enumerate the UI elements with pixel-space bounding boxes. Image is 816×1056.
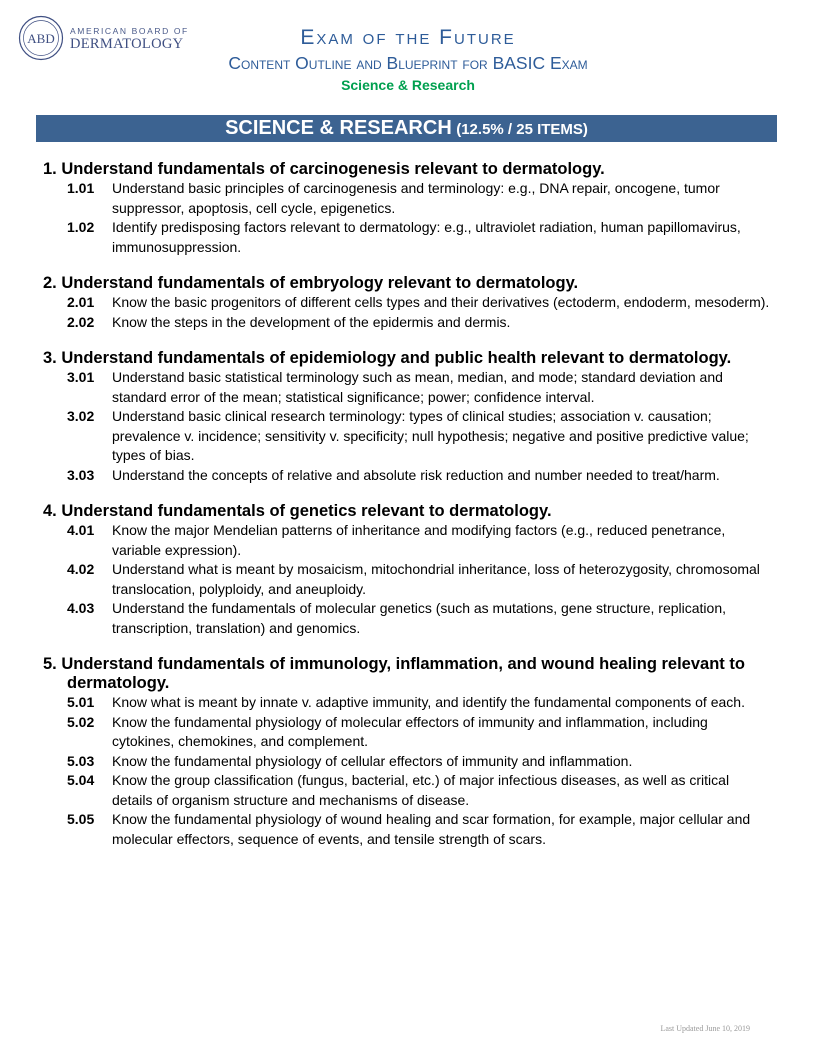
item-text: Know what is meant by innate v. adaptive immunity, and identify the fundamental components of each. [112,694,745,710]
item-text: Know the major Mendelian patterns of inheritance and modifying factors (e.g., reduced penetrance, variable expression). [112,522,726,558]
outline-item [43,179,773,218]
item-number: 5.03 [67,752,95,769]
section-title: 2. Understand fundamentals of embryology relevant to dermatology. [43,274,579,292]
item-number: 4.03 [67,600,95,616]
item-number: 3.02 [67,408,95,424]
outline-item [43,313,773,333]
outline-item [43,407,773,466]
section-banner [36,115,777,142]
logo-org-name: DERMATOLOGY [70,36,184,52]
outline-section [43,160,773,257]
item-text: Know the basic progenitors of different cells types and their derivatives (ectoderm, endoderm, mesoderm). [112,294,770,310]
section-label: Science & Research [341,77,475,93]
item-text: Know the group classification (fungus, bacterial, etc.) of major infectious diseases, as well as critical details of organism structure and mechanisms of disease. [112,772,730,808]
banner-detail: (12.5% / 25 ITEMS) [456,121,588,138]
outline-content [43,160,773,866]
item-number: 3.03 [67,466,95,483]
item-number: 4.01 [67,522,95,538]
item-text: Know the steps in the development of the epidermis and dermis. [112,313,511,330]
item-number: 1.02 [67,219,95,235]
item-number: 3.01 [67,369,95,385]
outline-item [43,560,773,599]
outline-item [43,293,773,313]
outline-item [43,752,773,772]
outline-item [43,521,773,560]
section-title: 5. Understand fundamentals of immunology, inflammation, and wound healing relevant to dermatology. [43,655,745,692]
outline-section [43,349,773,485]
item-text: Know the fundamental physiology of cellular effectors of immunity and inflammation. [112,752,633,769]
item-text: Understand basic clinical research terminology: types of clinical studies; association v. causation; prevalence v. incidence; sensitivity v. specificity; null hypothesis; negative and positive predictive value; types of bias. [112,408,749,463]
outline-item [43,771,773,810]
section-title: 4. Understand fundamentals of genetics relevant to dermatology. [43,502,552,520]
item-number: 5.02 [67,713,95,730]
item-text: Understand the concepts of relative and absolute risk reduction and number needed to treat/harm. [112,466,720,483]
outline-item [43,693,773,713]
seal-text: ABD [27,31,55,46]
item-number: 5.01 [67,694,95,710]
item-text: Understand the fundamentals of molecular genetics (such as mutations, gene structure, replication, transcription, translation) and genomics. [112,600,726,636]
item-number: 2.02 [67,313,95,330]
page-title: Exam of the Future [300,26,516,49]
item-number: 5.04 [67,772,95,788]
page-subtitle: Content Outline and Blueprint for BASIC Exam [228,53,588,73]
item-number: 1.01 [67,180,95,196]
item-number: 5.05 [67,811,95,827]
banner-title: SCIENCE & RESEARCH [225,117,452,139]
outline-item [43,810,773,849]
outline-section [43,655,773,849]
item-text: Know the fundamental physiology of wound healing and scar formation, for example, major cellular and molecular effectors, sequence of events, and tensile strength of scars. [112,811,751,847]
section-title: 3. Understand fundamentals of epidemiology and public health relevant to dermatology. [43,349,732,367]
outline-item [43,713,773,752]
item-text: Know the fundamental physiology of molecular effectors of immunity and inflammation, including cytokines, chemokines, and complement. [112,713,708,749]
section-title: 1. Understand fundamentals of carcinogenesis relevant to dermatology. [43,160,605,178]
item-number: 4.02 [67,561,95,577]
item-text: Understand what is meant by mosaicism, mitochondrial inheritance, loss of heterozygosity, chromosomal translocation, polyploidy, and aneuploidy. [112,561,760,597]
outline-item [43,599,773,638]
outline-item [43,466,773,486]
outline-section [43,274,773,332]
outline-item [43,218,773,257]
item-text: Understand basic statistical terminology such as mean, median, and mode; standard deviation and standard error of the mean; statistical significance; power; confidence interval. [112,369,723,405]
item-number: 2.01 [67,294,95,310]
item-text: Identify predisposing factors relevant to dermatology: e.g., ultraviolet radiation, human papillomavirus, immunosuppression. [112,219,741,255]
last-updated-note: Last Updated June 10, 2019 [660,1024,750,1033]
outline-item [43,368,773,407]
logo-org-line: AMERICAN BOARD OF [70,26,189,36]
outline-section [43,502,773,638]
item-text: Understand basic principles of carcinogenesis and terminology: e.g., DNA repair, oncogene, tumor suppressor, apoptosis, cell cycle, epigenetics. [112,180,720,216]
